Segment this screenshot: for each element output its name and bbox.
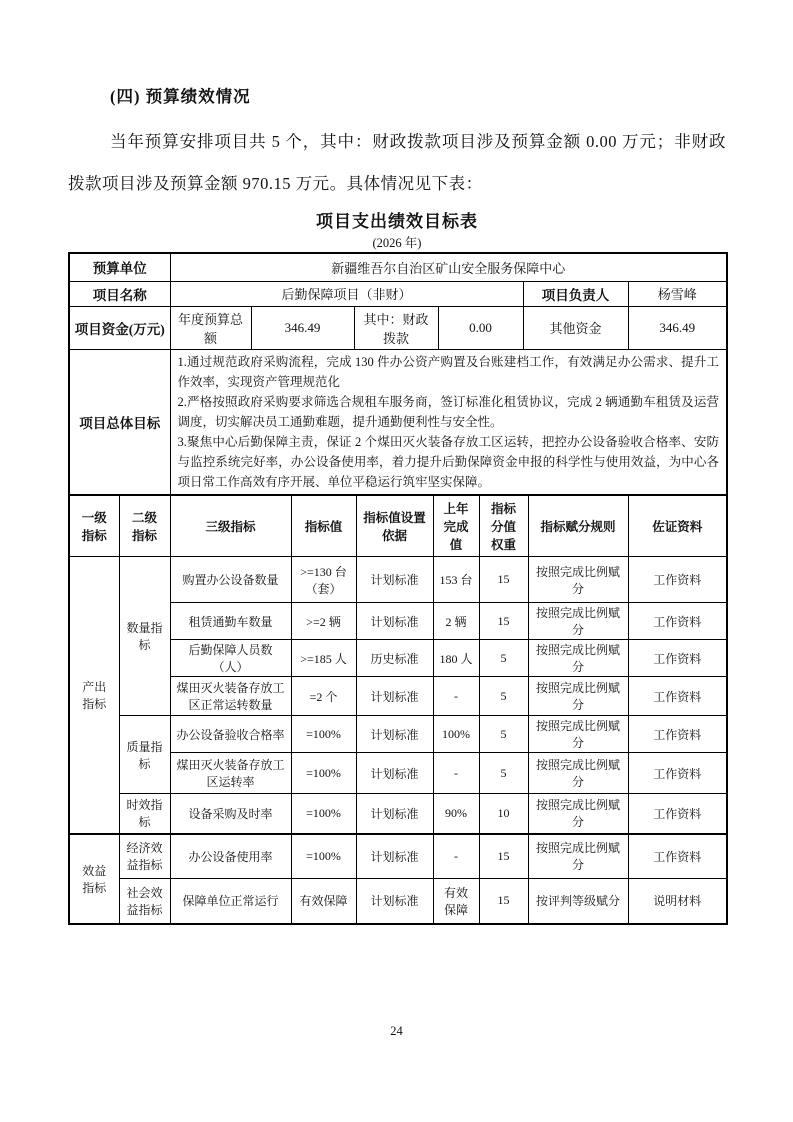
basis-cell: 计划标准 [356, 677, 433, 716]
project-leader-value-cell: 杨雪峰 [628, 281, 727, 306]
weight-cell: 5 [479, 677, 528, 716]
rule-cell: 按评判等级赋分 [528, 879, 628, 924]
level3-cell: 租赁通勤车数量 [170, 603, 291, 640]
value-cell: =2 个 [291, 677, 356, 716]
basis-cell: 历史标准 [356, 640, 433, 677]
weight-cell: 15 [479, 879, 528, 924]
last-year-cell: - [433, 753, 479, 794]
level1-output-cell: 产出指标 [69, 557, 119, 834]
value-cell: >=2 辆 [291, 603, 356, 640]
overall-goal-label-cell: 项目总体目标 [69, 349, 170, 495]
rule-cell: 按照完成比例赋分 [528, 753, 628, 794]
evidence-cell: 说明材料 [628, 879, 727, 924]
rule-cell: 按照完成比例赋分 [528, 716, 628, 753]
section-heading: (四) 预算绩效情况 [110, 87, 251, 106]
annual-total-label-cell: 年度预算总额 [170, 306, 251, 349]
goal-item-1: 1.通过规范政府采购流程，完成 130 件办公资产购置及台账建档工作，有效满足办公需求、提升工作效率，实现资产管理规范化 [177, 354, 720, 389]
page-content [68, 86, 726, 925]
evidence-cell: 工作资料 [628, 794, 727, 834]
last-year-cell: 100% [433, 716, 479, 753]
weight-cell: 15 [479, 557, 528, 603]
weight-cell: 5 [479, 640, 528, 677]
indicator-row [69, 834, 727, 879]
evidence-cell: 工作资料 [628, 557, 727, 603]
last-year-cell: - [433, 677, 479, 716]
header-basis: 指标值设置依据 [356, 495, 433, 557]
project-name-label-cell: 项目名称 [69, 281, 170, 306]
rule-cell: 按照完成比例赋分 [528, 834, 628, 879]
rule-cell: 按照完成比例赋分 [528, 557, 628, 603]
basis-cell: 计划标准 [356, 603, 433, 640]
weight-cell: 15 [479, 834, 528, 879]
level3-cell: 设备采购及时率 [170, 794, 291, 834]
basis-cell: 计划标准 [356, 834, 433, 879]
overall-goal-value-cell [170, 349, 727, 495]
rule-cell: 按照完成比例赋分 [528, 603, 628, 640]
level2-economic-cell: 经济效益指标 [119, 834, 170, 879]
rule-cell: 按照完成比例赋分 [528, 794, 628, 834]
value-cell: =100% [291, 716, 356, 753]
budget-unit-label-cell: 预算单位 [69, 253, 170, 281]
fiscal-value-cell: 0.00 [438, 306, 523, 349]
level2-quantity-cell: 数量指标 [119, 557, 170, 716]
weight-cell: 15 [479, 603, 528, 640]
value-cell: =100% [291, 753, 356, 794]
level3-cell: 办公设备使用率 [170, 834, 291, 879]
annual-total-value-cell: 346.49 [251, 306, 354, 349]
indicator-row [69, 879, 727, 924]
level2-social-cell: 社会效益指标 [119, 879, 170, 924]
page-number: 24 [390, 1024, 403, 1038]
project-info-table [68, 252, 728, 496]
value-cell: >=185 人 [291, 640, 356, 677]
value-cell: >=130 台（套） [291, 557, 356, 603]
level3-cell: 煤田灭火装备存放工区正常运转数量 [170, 677, 291, 716]
table-title: 项目支出绩效目标表 [316, 212, 478, 231]
level2-timeliness-cell: 时效指标 [119, 794, 170, 834]
header-level1: 一级指标 [69, 495, 119, 557]
evidence-cell: 工作资料 [628, 753, 727, 794]
last-year-cell: 153 台 [433, 557, 479, 603]
value-cell: =100% [291, 794, 356, 834]
project-name-row [69, 281, 727, 306]
evidence-cell: 工作资料 [628, 834, 727, 879]
indicator-header-row [69, 495, 727, 557]
weight-cell: 5 [479, 716, 528, 753]
weight-cell: 5 [479, 753, 528, 794]
header-evidence: 佐证资料 [628, 495, 727, 557]
project-funds-row [69, 306, 727, 349]
header-last-year: 上年完成值 [433, 495, 479, 557]
basis-cell: 计划标准 [356, 557, 433, 603]
evidence-cell: 工作资料 [628, 640, 727, 677]
level3-cell: 后勤保障人员数（人） [170, 640, 291, 677]
basis-cell: 计划标准 [356, 716, 433, 753]
table-caption: (2026 年) [372, 236, 422, 250]
value-cell: 有效保障 [291, 879, 356, 924]
level1-benefit-cell: 效益指标 [69, 834, 119, 924]
evidence-cell: 工作资料 [628, 603, 727, 640]
rule-cell: 按照完成比例赋分 [528, 640, 628, 677]
evidence-cell: 工作资料 [628, 716, 727, 753]
overall-goal-row [69, 349, 727, 495]
level3-cell: 办公设备验收合格率 [170, 716, 291, 753]
goal-item-3: 3.聚焦中心后勤保障主责，保证 2 个煤田灭火装备存放工区运转，把控办公设备验收合格率、安防与监控系统完好率，办公设备使用率，着力提升后勤保障资金申报的科学性与使用效益，为中心各项日常工作高效有序开展、单位平稳运行筑牢坚实保障。 [177, 434, 720, 489]
other-funds-label-cell: 其他资金 [523, 306, 628, 349]
indicator-table [68, 494, 728, 925]
header-level3: 三级指标 [170, 495, 291, 557]
project-funds-label-cell: 项目资金(万元) [69, 306, 170, 349]
project-name-value-cell: 后勤保障项目（非财） [170, 281, 523, 306]
rule-cell: 按照完成比例赋分 [528, 677, 628, 716]
header-value: 指标值 [291, 495, 356, 557]
level3-cell: 煤田灭火装备存放工区运转率 [170, 753, 291, 794]
basis-cell: 计划标准 [356, 879, 433, 924]
header-level2: 二级指标 [119, 495, 170, 557]
budget-unit-value-cell: 新疆维吾尔自治区矿山安全服务保障中心 [170, 253, 727, 281]
other-funds-value-cell: 346.49 [628, 306, 727, 349]
intro-paragraph: 当年预算安排项目共 5 个，其中：财政拨款项目涉及预算金额 0.00 万元；非财政拨款项目涉及预算金额 970.15 万元。具体情况见下表： [68, 132, 726, 193]
indicator-row [69, 557, 727, 603]
level3-cell: 购置办公设备数量 [170, 557, 291, 603]
last-year-cell: 2 辆 [433, 603, 479, 640]
basis-cell: 计划标准 [356, 794, 433, 834]
evidence-cell: 工作资料 [628, 677, 727, 716]
last-year-cell: 180 人 [433, 640, 479, 677]
indicator-row [69, 716, 727, 753]
header-weight: 指标分值权重 [479, 495, 528, 557]
project-leader-label-cell: 项目负责人 [523, 281, 628, 306]
weight-cell: 10 [479, 794, 528, 834]
indicator-row [69, 794, 727, 834]
basis-cell: 计划标准 [356, 753, 433, 794]
level3-cell: 保障单位正常运行 [170, 879, 291, 924]
last-year-cell: 有效保障 [433, 879, 479, 924]
budget-unit-row [69, 253, 727, 281]
fiscal-label-cell: 其中：财政拨款 [354, 306, 438, 349]
goal-item-2: 2.严格按照政府采购要求筛选合规租车服务商，签订标准化租赁协议，完成 2 辆通勤车租赁及运营调度，切实解决员工通勤难题，提升通勤便利性与安全性。 [177, 394, 720, 429]
header-rule: 指标赋分规则 [528, 495, 628, 557]
last-year-cell: 90% [433, 794, 479, 834]
level2-quality-cell: 质量指标 [119, 716, 170, 794]
last-year-cell: - [433, 834, 479, 879]
value-cell: =100% [291, 834, 356, 879]
